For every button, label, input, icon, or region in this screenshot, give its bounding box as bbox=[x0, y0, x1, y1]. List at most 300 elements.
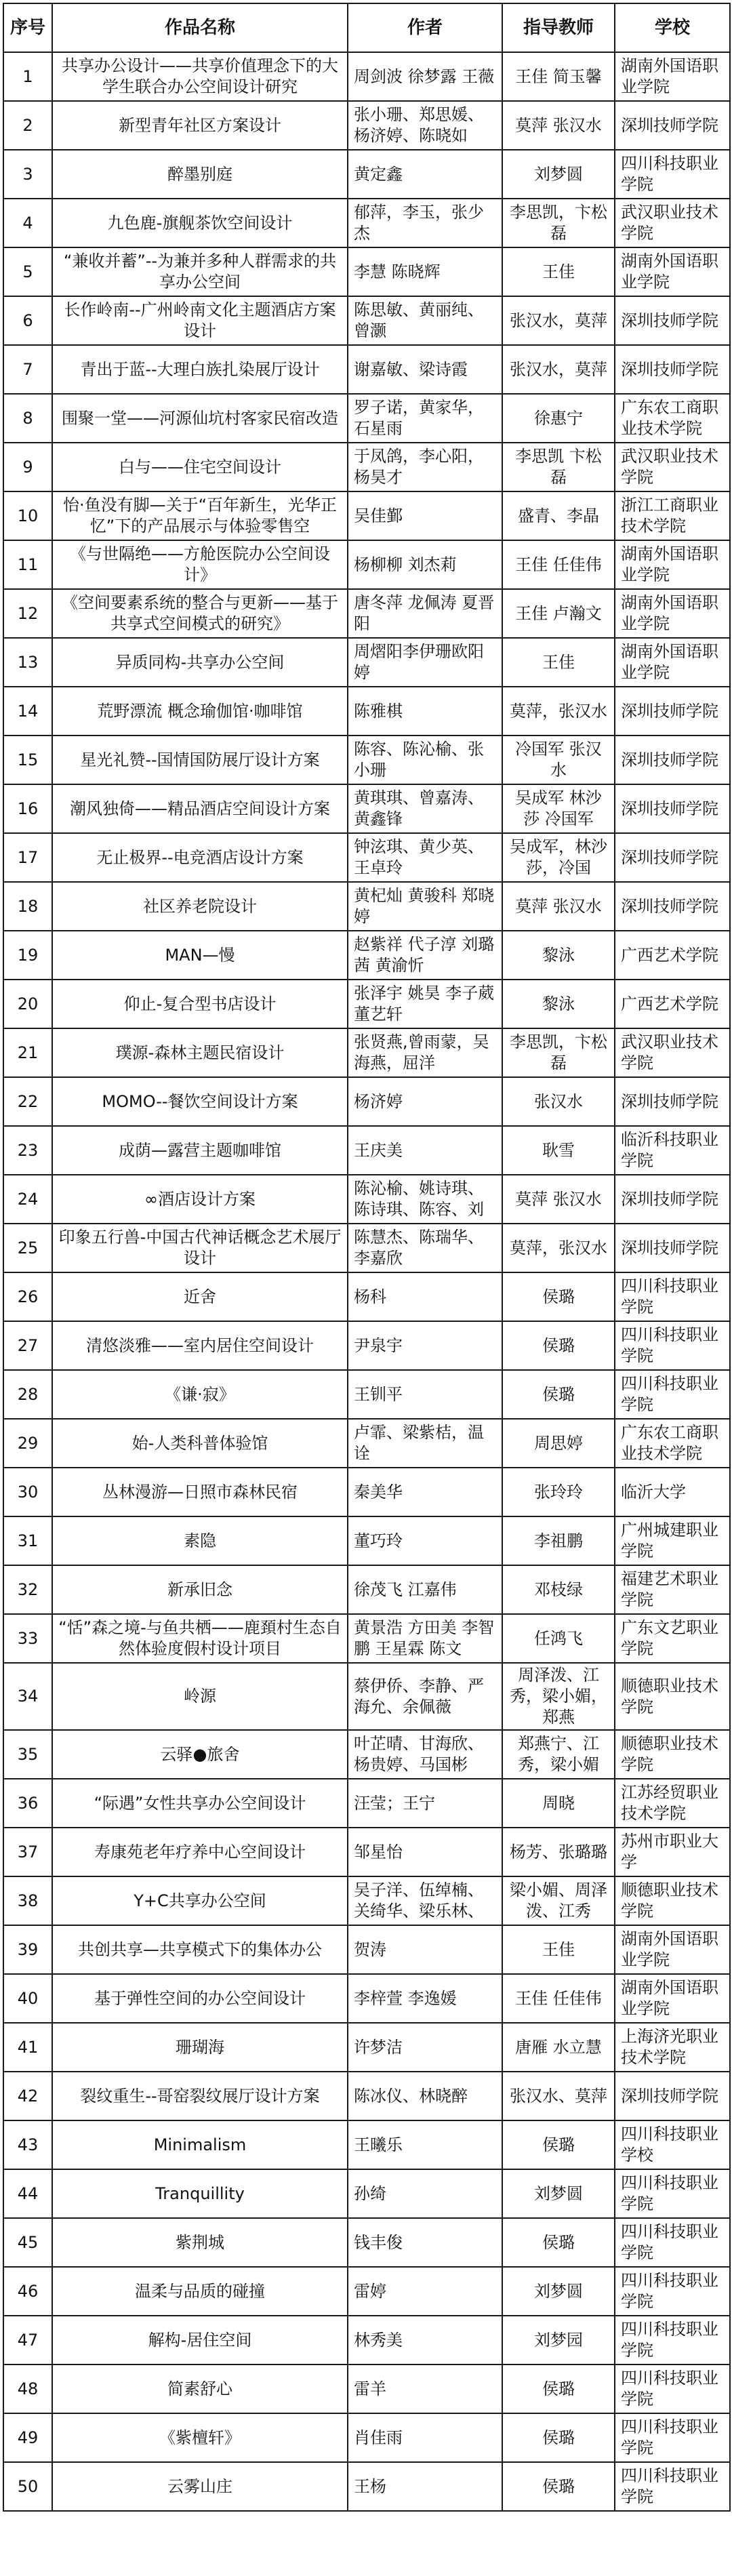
cell-title: 温柔与品质的碰撞 bbox=[52, 2267, 348, 2316]
cell-school: 顺德职业技术学院 bbox=[615, 1876, 730, 1925]
cell-author: 郁萍，李玉，张少杰 bbox=[348, 199, 502, 247]
table-row bbox=[3, 394, 730, 443]
cell-title: 青出于蓝--大理白族扎染展厅设计 bbox=[52, 345, 348, 394]
cell-teacher: 莫萍 张汉水 bbox=[502, 882, 615, 931]
table-row bbox=[3, 150, 730, 199]
cell-teacher: 李思凯，卞松磊 bbox=[502, 199, 615, 247]
cell-teacher: 任鸿飞 bbox=[502, 1614, 615, 1663]
cell-teacher: 王佳 任佳伟 bbox=[502, 540, 615, 589]
cell-no: 23 bbox=[3, 1126, 52, 1175]
cell-school: 湖南外国语职业学院 bbox=[615, 1925, 730, 1974]
cell-no: 1 bbox=[3, 52, 52, 101]
cell-title: Minimalism bbox=[52, 2120, 348, 2169]
cell-title: Y+C共享办公空间 bbox=[52, 1876, 348, 1925]
cell-author: 秦美华 bbox=[348, 1468, 502, 1516]
cell-title: 《空间要素系统的整合与更新——基于共享式空间模式的研究》 bbox=[52, 589, 348, 638]
cell-no: 15 bbox=[3, 736, 52, 784]
cell-no: 42 bbox=[3, 2072, 52, 2120]
table-row bbox=[3, 1516, 730, 1565]
cell-school: 武汉职业技术学院 bbox=[615, 1028, 730, 1077]
cell-title: 璞源-森林主题民宿设计 bbox=[52, 1028, 348, 1077]
table-row bbox=[3, 1224, 730, 1272]
cell-author: 钱丰俊 bbox=[348, 2218, 502, 2267]
cell-teacher: 吴成军 林沙莎 冷国军 bbox=[502, 784, 615, 833]
cell-school: 四川科技职业学院 bbox=[615, 1272, 730, 1321]
cell-teacher: 刘梦圆 bbox=[502, 150, 615, 199]
cell-title: 珊瑚海 bbox=[52, 2023, 348, 2072]
cell-teacher: 黎泳 bbox=[502, 980, 615, 1028]
cell-author: 陈雅棋 bbox=[348, 687, 502, 736]
table-row bbox=[3, 1468, 730, 1516]
table-row bbox=[3, 1370, 730, 1419]
cell-author: 张贤燕,曾雨蒙，吴海燕，屈洋 bbox=[348, 1028, 502, 1077]
cell-title: 醉墨别庭 bbox=[52, 150, 348, 199]
cell-no: 37 bbox=[3, 1828, 52, 1876]
cell-title: 星光礼赞--国情国防展厅设计方案 bbox=[52, 736, 348, 784]
table-row bbox=[3, 443, 730, 491]
cell-no: 10 bbox=[3, 491, 52, 540]
cell-title: MOMO--餐饮空间设计方案 bbox=[52, 1077, 348, 1126]
cell-school: 湖南外国语职业学院 bbox=[615, 589, 730, 638]
cell-teacher: 侯璐 bbox=[502, 2413, 615, 2462]
cell-no: 2 bbox=[3, 101, 52, 150]
cell-no: 36 bbox=[3, 1779, 52, 1828]
cell-author: 陈沁榆、姚诗琪、陈诗琪、陈容、刘 bbox=[348, 1175, 502, 1224]
cell-no: 9 bbox=[3, 443, 52, 491]
table-row bbox=[3, 931, 730, 980]
table-row bbox=[3, 1419, 730, 1468]
cell-no: 38 bbox=[3, 1876, 52, 1925]
cell-author: 汪莹；王宁 bbox=[348, 1779, 502, 1828]
cell-no: 17 bbox=[3, 833, 52, 882]
cell-teacher: 王佳 bbox=[502, 247, 615, 296]
cell-no: 44 bbox=[3, 2169, 52, 2218]
cell-title: 异质同构-共享办公空间 bbox=[52, 638, 348, 687]
cell-no: 26 bbox=[3, 1272, 52, 1321]
cell-author: 陈思敏、黄丽纯、曾灏 bbox=[348, 296, 502, 345]
table-row bbox=[3, 540, 730, 589]
cell-no: 46 bbox=[3, 2267, 52, 2316]
cell-school: 深圳技师学院 bbox=[615, 687, 730, 736]
table-row bbox=[3, 1321, 730, 1370]
table-row bbox=[3, 491, 730, 540]
cell-author: 钟泫琪、黄少英、王卓玲 bbox=[348, 833, 502, 882]
cell-title: ∞酒店设计方案 bbox=[52, 1175, 348, 1224]
cell-teacher: 盛青、李晶 bbox=[502, 491, 615, 540]
cell-no: 33 bbox=[3, 1614, 52, 1663]
table-row bbox=[3, 199, 730, 247]
cell-school: 深圳技师学院 bbox=[615, 1224, 730, 1272]
page bbox=[0, 3, 732, 2576]
cell-teacher: 李思凯 卞松磊 bbox=[502, 443, 615, 491]
cell-teacher: 张汉水 bbox=[502, 1077, 615, 1126]
cell-school: 广东农工商职业技术学院 bbox=[615, 394, 730, 443]
table-row bbox=[3, 2169, 730, 2218]
cell-author: 张泽宇 姚昊 李子葳 董艺轩 bbox=[348, 980, 502, 1028]
cell-author: 吴子洋、伍绰楠、关绮华、梁乐林、 bbox=[348, 1876, 502, 1925]
cell-author: 叶芷晴、甘海欣、杨贵婷、马国彬 bbox=[348, 1730, 502, 1779]
cell-school: 四川科技职业学院 bbox=[615, 1370, 730, 1419]
table-header bbox=[3, 3, 730, 52]
cell-teacher: 张玲玲 bbox=[502, 1468, 615, 1516]
award-table bbox=[3, 3, 731, 2512]
cell-school: 广西艺术学院 bbox=[615, 980, 730, 1028]
cell-title: Tranquillity bbox=[52, 2169, 348, 2218]
cell-no: 50 bbox=[3, 2462, 52, 2511]
table-row bbox=[3, 2364, 730, 2413]
cell-school: 广东文艺职业学院 bbox=[615, 1614, 730, 1663]
cell-title: 解构-居住空间 bbox=[52, 2316, 348, 2364]
table-body bbox=[3, 52, 730, 2511]
cell-teacher: 周晓 bbox=[502, 1779, 615, 1828]
cell-author: 杨科 bbox=[348, 1272, 502, 1321]
cell-no: 5 bbox=[3, 247, 52, 296]
cell-no: 24 bbox=[3, 1175, 52, 1224]
cell-title: “兼收并蓄”--为兼并多种人群需求的共享办公空间 bbox=[52, 247, 348, 296]
cell-school: 深圳技师学院 bbox=[615, 833, 730, 882]
cell-author: 罗子诺，黄家华，石星雨 bbox=[348, 394, 502, 443]
cell-school: 广西艺术学院 bbox=[615, 931, 730, 980]
cell-author: 徐茂飞 江嘉伟 bbox=[348, 1565, 502, 1614]
cell-school: 四川科技职业学院 bbox=[615, 2316, 730, 2364]
cell-author: 周剑波 徐梦露 王薇 bbox=[348, 52, 502, 101]
cell-school: 深圳技师学院 bbox=[615, 101, 730, 150]
cell-no: 8 bbox=[3, 394, 52, 443]
table-row bbox=[3, 2120, 730, 2169]
cell-no: 20 bbox=[3, 980, 52, 1028]
cell-title: 基于弹性空间的办公空间设计 bbox=[52, 1974, 348, 2023]
table-row bbox=[3, 882, 730, 931]
cell-title: 印象五行兽-中国古代神话概念艺术展厅设计 bbox=[52, 1224, 348, 1272]
cell-school: 深圳技师学院 bbox=[615, 736, 730, 784]
cell-school: 顺德职业技术学院 bbox=[615, 1730, 730, 1779]
cell-teacher: 李祖鹏 bbox=[502, 1516, 615, 1565]
cell-no: 29 bbox=[3, 1419, 52, 1468]
cell-title: 始-人类科普体验馆 bbox=[52, 1419, 348, 1468]
cell-title: 《谦·寂》 bbox=[52, 1370, 348, 1419]
cell-title: 云雾山庄 bbox=[52, 2462, 348, 2511]
table-row bbox=[3, 345, 730, 394]
cell-title: 围聚一堂——河源仙坑村客家民宿改造 bbox=[52, 394, 348, 443]
cell-teacher: 侯璐 bbox=[502, 1370, 615, 1419]
cell-title: 成荫—露营主题咖啡馆 bbox=[52, 1126, 348, 1175]
cell-no: 45 bbox=[3, 2218, 52, 2267]
table-row bbox=[3, 1175, 730, 1224]
cell-school: 湖南外国语职业学院 bbox=[615, 52, 730, 101]
cell-no: 25 bbox=[3, 1224, 52, 1272]
cell-teacher: 侯璐 bbox=[502, 1321, 615, 1370]
cell-author: 林秀美 bbox=[348, 2316, 502, 2364]
cell-title: 共创共享—共享模式下的集体办公 bbox=[52, 1925, 348, 1974]
cell-school: 四川科技职业学院 bbox=[615, 2462, 730, 2511]
cell-teacher: 耿雪 bbox=[502, 1126, 615, 1175]
cell-no: 16 bbox=[3, 784, 52, 833]
cell-teacher: 梁小媚、周泽泼、江秀 bbox=[502, 1876, 615, 1925]
cell-author: 王钏平 bbox=[348, 1370, 502, 1419]
cell-teacher: 郑燕宁、江秀，梁小媚 bbox=[502, 1730, 615, 1779]
cell-teacher: 侯璐 bbox=[502, 2364, 615, 2413]
cell-title: 长作岭南--广州岭南文化主题酒店方案设计 bbox=[52, 296, 348, 345]
cell-school: 深圳技师学院 bbox=[615, 1077, 730, 1126]
cell-no: 12 bbox=[3, 589, 52, 638]
cell-teacher: 刘梦圆 bbox=[502, 2267, 615, 2316]
cell-no: 22 bbox=[3, 1077, 52, 1126]
table-row bbox=[3, 784, 730, 833]
cell-school: 上海济光职业技术学院 bbox=[615, 2023, 730, 2072]
cell-teacher: 杨芳、张璐璐 bbox=[502, 1828, 615, 1876]
cell-author: 杨柳柳 刘杰莉 bbox=[348, 540, 502, 589]
cell-school: 湖南外国语职业学院 bbox=[615, 1974, 730, 2023]
cell-teacher: 莫萍，张汉水 bbox=[502, 1224, 615, 1272]
table-row bbox=[3, 2267, 730, 2316]
cell-title: 清悠淡雅——室内居住空间设计 bbox=[52, 1321, 348, 1370]
cell-no: 14 bbox=[3, 687, 52, 736]
cell-author: 王曦乐 bbox=[348, 2120, 502, 2169]
cell-teacher: 侯璐 bbox=[502, 1272, 615, 1321]
cell-no: 3 bbox=[3, 150, 52, 199]
header-school: 学校 bbox=[615, 3, 730, 52]
cell-author: 唐冬萍 龙佩涛 夏晋阳 bbox=[348, 589, 502, 638]
cell-school: 广东农工商职业技术学院 bbox=[615, 1419, 730, 1468]
cell-school: 深圳技师学院 bbox=[615, 2072, 730, 2120]
cell-no: 49 bbox=[3, 2413, 52, 2462]
cell-title: 紫荆城 bbox=[52, 2218, 348, 2267]
table-row bbox=[3, 1126, 730, 1175]
cell-no: 34 bbox=[3, 1663, 52, 1730]
cell-author: 陈容、陈沁榆、张小珊 bbox=[348, 736, 502, 784]
table-row bbox=[3, 1925, 730, 1974]
cell-author: 孙绮 bbox=[348, 2169, 502, 2218]
table-row bbox=[3, 1974, 730, 2023]
cell-title: 寿康苑老年疗养中心空间设计 bbox=[52, 1828, 348, 1876]
table-row bbox=[3, 1730, 730, 1779]
cell-no: 13 bbox=[3, 638, 52, 687]
table-row bbox=[3, 52, 730, 101]
cell-no: 48 bbox=[3, 2364, 52, 2413]
cell-teacher: 刘梦圆 bbox=[502, 2169, 615, 2218]
cell-no: 41 bbox=[3, 2023, 52, 2072]
cell-teacher: 徐惠宁 bbox=[502, 394, 615, 443]
table-row bbox=[3, 980, 730, 1028]
cell-school: 临沂科技职业学院 bbox=[615, 1126, 730, 1175]
table-row bbox=[3, 2413, 730, 2462]
cell-author: 王杨 bbox=[348, 2462, 502, 2511]
cell-no: 19 bbox=[3, 931, 52, 980]
cell-school: 四川科技职业学院 bbox=[615, 2413, 730, 2462]
cell-author: 贺涛 bbox=[348, 1925, 502, 1974]
table-row bbox=[3, 833, 730, 882]
cell-title: 新型青年社区方案设计 bbox=[52, 101, 348, 150]
cell-school: 湖南外国语职业学院 bbox=[615, 247, 730, 296]
table-row bbox=[3, 2023, 730, 2072]
table-row bbox=[3, 2316, 730, 2364]
cell-teacher: 唐雁 水立慧 bbox=[502, 2023, 615, 2072]
cell-teacher: 邓枝绿 bbox=[502, 1565, 615, 1614]
cell-author: 李梓萱 李逸媛 bbox=[348, 1974, 502, 2023]
table-row bbox=[3, 1876, 730, 1925]
cell-title: 简素舒心 bbox=[52, 2364, 348, 2413]
cell-title: 《紫檀轩》 bbox=[52, 2413, 348, 2462]
cell-no: 40 bbox=[3, 1974, 52, 2023]
cell-author: 于凤鸽，李心阳，杨昊才 bbox=[348, 443, 502, 491]
cell-no: 35 bbox=[3, 1730, 52, 1779]
cell-teacher: 王佳 卢瀚文 bbox=[502, 589, 615, 638]
table-row bbox=[3, 1028, 730, 1077]
cell-teacher: 莫萍 张汉水 bbox=[502, 1175, 615, 1224]
cell-teacher: 张汉水，莫萍 bbox=[502, 345, 615, 394]
cell-teacher: 张汉水，莫萍 bbox=[502, 296, 615, 345]
cell-title: 九色鹿-旗舰茶饮空间设计 bbox=[52, 199, 348, 247]
cell-teacher: 王佳 简玉馨 bbox=[502, 52, 615, 101]
cell-author: 许梦洁 bbox=[348, 2023, 502, 2072]
cell-no: 31 bbox=[3, 1516, 52, 1565]
table-row bbox=[3, 2072, 730, 2120]
cell-teacher: 王佳 bbox=[502, 1925, 615, 1974]
cell-no: 39 bbox=[3, 1925, 52, 1974]
cell-no: 30 bbox=[3, 1468, 52, 1516]
cell-author: 尹泉宇 bbox=[348, 1321, 502, 1370]
cell-school: 江苏经贸职业技术学院 bbox=[615, 1779, 730, 1828]
table-row bbox=[3, 1272, 730, 1321]
cell-no: 47 bbox=[3, 2316, 52, 2364]
cell-author: 雷羊 bbox=[348, 2364, 502, 2413]
cell-author: 张小珊、郑思媛、杨济婷、陈晓如 bbox=[348, 101, 502, 150]
cell-no: 6 bbox=[3, 296, 52, 345]
cell-school: 湖南外国语职业学院 bbox=[615, 638, 730, 687]
cell-author: 李慧 陈晓辉 bbox=[348, 247, 502, 296]
cell-teacher: 冷国军 张汉水 bbox=[502, 736, 615, 784]
table-row bbox=[3, 1077, 730, 1126]
cell-school: 顺德职业技术学院 bbox=[615, 1663, 730, 1730]
cell-school: 福建艺术职业学院 bbox=[615, 1565, 730, 1614]
cell-no: 43 bbox=[3, 2120, 52, 2169]
cell-title: 潮风独倚——精品酒店空间设计方案 bbox=[52, 784, 348, 833]
cell-author: 黄定鑫 bbox=[348, 150, 502, 199]
cell-author: 陈冰仪、林晓醉 bbox=[348, 2072, 502, 2120]
cell-author: 董巧玲 bbox=[348, 1516, 502, 1565]
cell-author: 陈慧杰、陈瑞华、李嘉欣 bbox=[348, 1224, 502, 1272]
cell-teacher: 李思凯，卞松磊 bbox=[502, 1028, 615, 1077]
cell-author: 王庆美 bbox=[348, 1126, 502, 1175]
cell-school: 深圳技师学院 bbox=[615, 882, 730, 931]
cell-school: 浙江工商职业技术学院 bbox=[615, 491, 730, 540]
table-row bbox=[3, 1779, 730, 1828]
table-row bbox=[3, 589, 730, 638]
table-row bbox=[3, 1663, 730, 1730]
cell-title: 仰止-复合型书店设计 bbox=[52, 980, 348, 1028]
cell-title: “恬”森之境-与鱼共栖——鹿頚村生态自然体验度假村设计项目 bbox=[52, 1614, 348, 1663]
cell-title: 白与——住宅空间设计 bbox=[52, 443, 348, 491]
cell-author: 周熠阳李伊珊欧阳婷 bbox=[348, 638, 502, 687]
cell-teacher: 周泽泼、江秀，梁小媚，郑燕 bbox=[502, 1663, 615, 1730]
cell-title: “际遇”女性共享办公空间设计 bbox=[52, 1779, 348, 1828]
cell-title: 荒野漂流 概念瑜伽馆·咖啡馆 bbox=[52, 687, 348, 736]
table-row bbox=[3, 638, 730, 687]
cell-school: 四川科技职业学校 bbox=[615, 2120, 730, 2169]
cell-school: 广州城建职业学院 bbox=[615, 1516, 730, 1565]
header-teacher: 指导教师 bbox=[502, 3, 615, 52]
cell-school: 武汉职业技术学院 bbox=[615, 443, 730, 491]
cell-author: 黄景浩 方田美 李智鹏 王星霖 陈文 bbox=[348, 1614, 502, 1663]
cell-title: 丛林漫游—日照市森林民宿 bbox=[52, 1468, 348, 1516]
cell-no: 28 bbox=[3, 1370, 52, 1419]
cell-school: 四川科技职业学院 bbox=[615, 150, 730, 199]
cell-teacher: 侯璐 bbox=[502, 2120, 615, 2169]
cell-school: 四川科技职业学院 bbox=[615, 2267, 730, 2316]
cell-teacher: 王佳 任佳伟 bbox=[502, 1974, 615, 2023]
header-no: 序号 bbox=[3, 3, 52, 52]
cell-school: 四川科技职业学院 bbox=[615, 2169, 730, 2218]
table-row bbox=[3, 1614, 730, 1663]
cell-author: 谢嘉敏、梁诗霞 bbox=[348, 345, 502, 394]
cell-teacher: 黎泳 bbox=[502, 931, 615, 980]
cell-no: 27 bbox=[3, 1321, 52, 1370]
table-row bbox=[3, 296, 730, 345]
table-row bbox=[3, 1828, 730, 1876]
table-row bbox=[3, 247, 730, 296]
header-author: 作者 bbox=[348, 3, 502, 52]
cell-title: 裂纹重生--哥窑裂纹展厅设计方案 bbox=[52, 2072, 348, 2120]
cell-author: 吴佳鄞 bbox=[348, 491, 502, 540]
cell-school: 苏州市职业大学 bbox=[615, 1828, 730, 1876]
header-title: 作品名称 bbox=[52, 3, 348, 52]
cell-school: 四川科技职业学院 bbox=[615, 1321, 730, 1370]
cell-teacher: 刘梦园 bbox=[502, 2316, 615, 2364]
cell-school: 武汉职业技术学院 bbox=[615, 199, 730, 247]
cell-title: 共享办公设计——共享价值理念下的大学生联合办公空间设计研究 bbox=[52, 52, 348, 101]
cell-author: 雷婷 bbox=[348, 2267, 502, 2316]
cell-author: 肖佳雨 bbox=[348, 2413, 502, 2462]
cell-school: 深圳技师学院 bbox=[615, 784, 730, 833]
cell-school: 深圳技师学院 bbox=[615, 345, 730, 394]
cell-title: 社区养老院设计 bbox=[52, 882, 348, 931]
cell-author: 赵紫祥 代子淳 刘璐茜 黄渝忻 bbox=[348, 931, 502, 980]
cell-author: 黄杞灿 黄骏科 郑晓婷 bbox=[348, 882, 502, 931]
cell-no: 11 bbox=[3, 540, 52, 589]
cell-title: 素隐 bbox=[52, 1516, 348, 1565]
cell-teacher: 莫萍 张汉水 bbox=[502, 101, 615, 150]
cell-teacher: 侯璐 bbox=[502, 2218, 615, 2267]
table-row bbox=[3, 101, 730, 150]
cell-author: 黄琪琪、曾嘉涛、黄鑫锋 bbox=[348, 784, 502, 833]
cell-teacher: 王佳 bbox=[502, 638, 615, 687]
cell-school: 深圳技师学院 bbox=[615, 296, 730, 345]
cell-teacher: 侯璐 bbox=[502, 2462, 615, 2511]
cell-title: 近舍 bbox=[52, 1272, 348, 1321]
table-row bbox=[3, 1565, 730, 1614]
cell-author: 卢霏、梁紫桔，温诠 bbox=[348, 1419, 502, 1468]
cell-title: 新承旧念 bbox=[52, 1565, 348, 1614]
table-row bbox=[3, 2218, 730, 2267]
cell-school: 湖南外国语职业学院 bbox=[615, 540, 730, 589]
cell-teacher: 吴成军，林沙莎，冷国 bbox=[502, 833, 615, 882]
cell-school: 临沂大学 bbox=[615, 1468, 730, 1516]
cell-author: 邹星怡 bbox=[348, 1828, 502, 1876]
cell-title: 怡·鱼没有脚—关于“百年新生，光华正忆”下的产品展示与体验零售空 bbox=[52, 491, 348, 540]
cell-school: 深圳技师学院 bbox=[615, 1175, 730, 1224]
cell-no: 32 bbox=[3, 1565, 52, 1614]
cell-title: MAN—慢 bbox=[52, 931, 348, 980]
cell-teacher: 莫萍，张汉水 bbox=[502, 687, 615, 736]
table-row bbox=[3, 2462, 730, 2511]
cell-no: 21 bbox=[3, 1028, 52, 1077]
table-row bbox=[3, 687, 730, 736]
cell-no: 4 bbox=[3, 199, 52, 247]
cell-school: 四川科技职业学院 bbox=[615, 2364, 730, 2413]
cell-no: 7 bbox=[3, 345, 52, 394]
cell-title: 岭源 bbox=[52, 1663, 348, 1730]
cell-author: 杨济婷 bbox=[348, 1077, 502, 1126]
